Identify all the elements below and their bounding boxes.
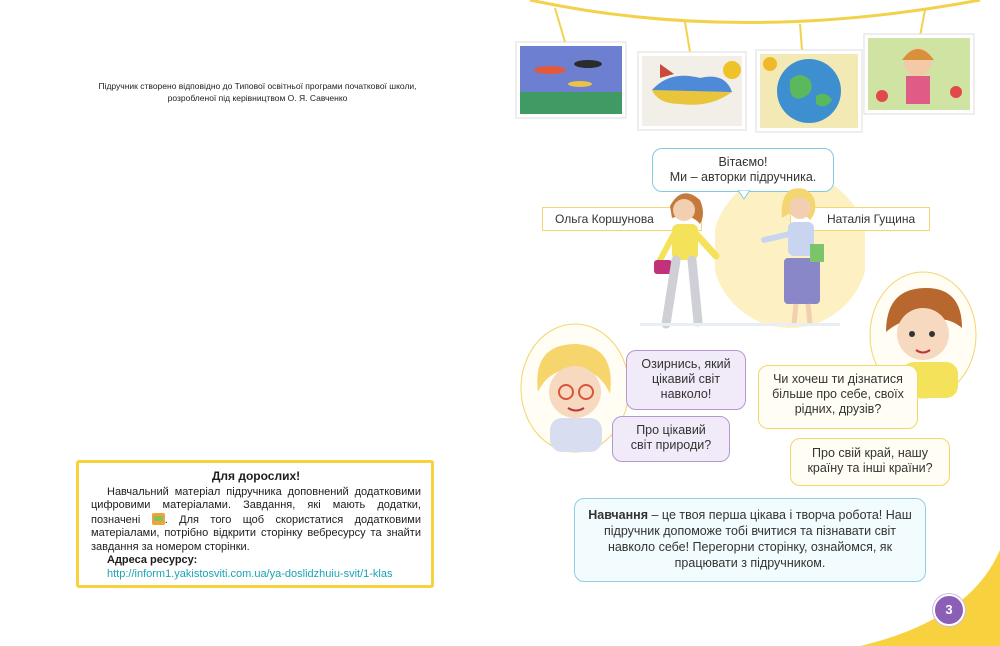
digital-supplement-icon [152,513,165,525]
learn-more-bubble [758,365,918,429]
learn-more-text: Чи хочеш ти дізнатися більше про себе, своїх рідних, друзів? [772,372,904,416]
drawings-garland [510,0,1000,140]
author-nataliia-illustration [758,184,838,329]
author-left-name-text: Ольга Коршунова [555,212,654,226]
look-around-text: Озирнись, який цікавий світ навколо! [641,357,731,401]
nature-bubble [612,416,730,462]
curriculum-note [60,80,455,104]
page-number: 3 [933,594,965,626]
greeting-bubble-tail [738,190,750,200]
ground-line [640,323,840,327]
greeting-line-1: Вітаємо! [718,155,768,169]
learning-text: – це твоя перша цікава і творча робота! Наш підручник допоможе тобі вчитися та пізнавати світ навколо себе! Перегорни сторінку, ознайомся, як працювати з підручником. [603,508,912,570]
for-adults-title: Для дорослих! [211,469,301,483]
curriculum-note-line-2: розробленої під керівництвом О. Я. Савченко [167,93,348,103]
drawing-girl-image [864,34,974,114]
country-bubble [790,438,950,486]
learning-keyword: Навчання [588,508,649,522]
look-around-bubble [626,350,746,410]
drawing-earth-image [756,50,862,132]
drawing-ukraine-map-image [638,52,746,130]
for-adults-box [76,460,434,588]
author-olha-illustration [648,184,728,329]
for-adults-text-part-2: . Для того щоб скористатися додатковими матеріалами, потрібно відкрити сторінку вебресурсу та знайти завдання за номером сторінки. [91,513,421,553]
corner-wave-decoration [860,550,1000,646]
for-adults-text [91,486,421,555]
resource-address-label: Адреса ресурсу: [107,554,198,566]
author-right-name-text: Наталія Гущина [827,212,916,226]
resource-url-link[interactable]: http://inform1.yakistosviti.com.ua/ya-doslidzhuiu-svit/1-klas [107,567,393,580]
drawing-swimmers-image [516,42,626,118]
curriculum-note-line-1: Підручник створено відповідно до Типової освітньої програми початкової школи, [98,81,417,91]
for-adults-text-part-1: Навчальний матеріал підручника доповнений додатковими цифровими матеріалами. Завдання, які мають додатки, позначені [91,485,421,526]
nature-text: Про цікавий світ природи? [630,423,712,452]
country-text: Про свій край, нашу країну та інші країни? [807,446,933,475]
greeting-line-2: Ми – авторки підручника. [669,170,817,184]
